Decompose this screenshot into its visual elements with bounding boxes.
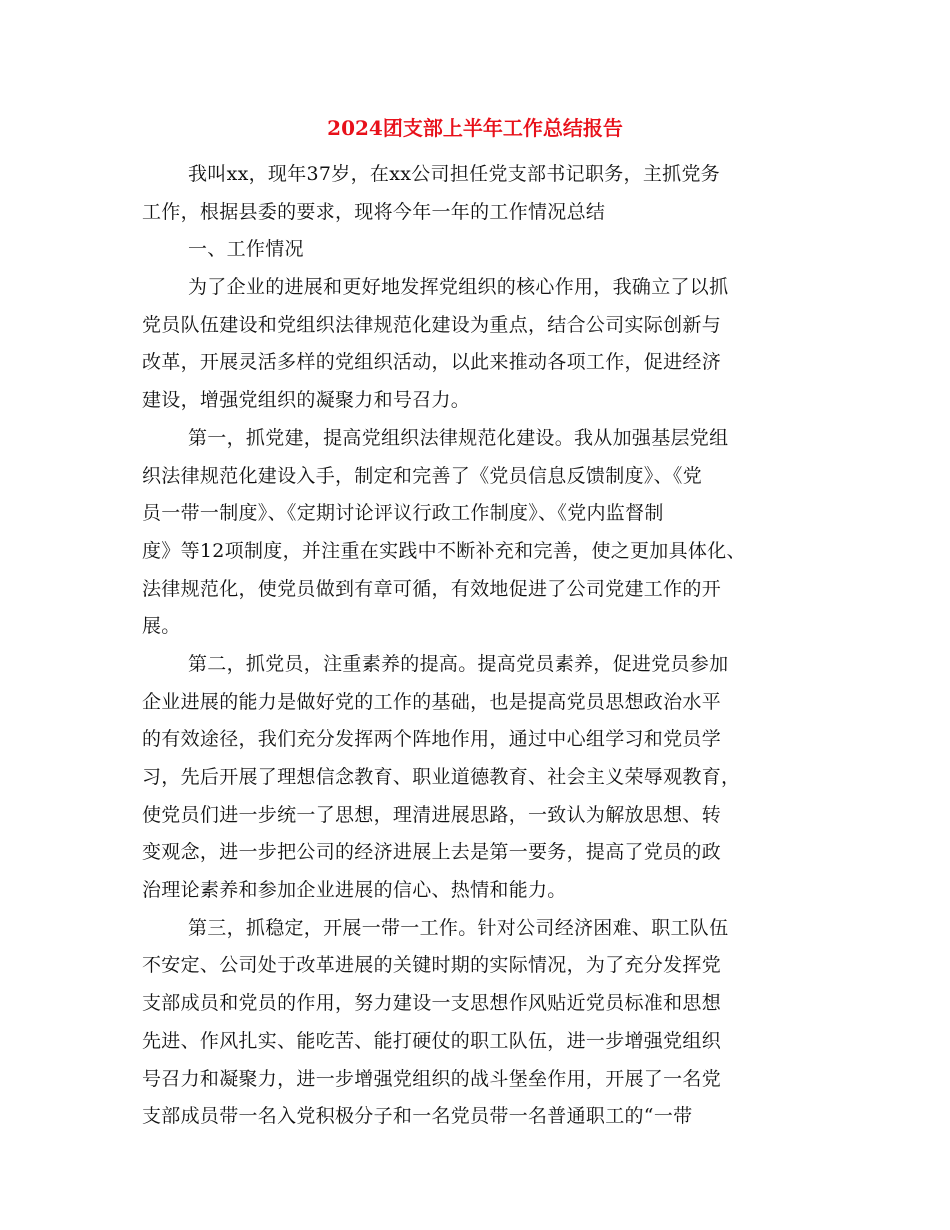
document-body [142, 156, 802, 1136]
text-line: 员一带一制度》、《定期讨论评议行政工作制度》、《党内监督制 [142, 502, 664, 525]
text-line: 第一，抓党建，提高党组织法律规范化建设。我从加强基层党组 [188, 426, 729, 449]
text-line: 习，先后开展了理想信念教育、职业道德教育、社会主义荣辱观教育， [142, 766, 741, 788]
text-line: 建设，增强党组织的凝聚力和号召力。 [142, 389, 471, 412]
text-line: 支部成员带一名入党积极分子和一名党员带一名普通职工的“一带 [142, 1105, 693, 1128]
text-line: 变观念，进一步把公司的经济进展上去是第一要务，提高了党员的政 [142, 841, 722, 864]
text-line: 党员队伍建设和党组织法律规范化建设为重点，结合公司实际创新与 [142, 313, 722, 336]
text-line: 展。 [142, 615, 181, 638]
text-line: 织法律规范化建设入手，制定和完善了《党员信息反馈制度》、《党 [142, 464, 703, 487]
text-line: 支部成员和党员的作用，努力建设一支思想作风贴近党员标准和思想 [142, 992, 722, 1015]
text-line: 企业进展的能力是做好党的工作的基础，也是提高党员思想政治水平 [142, 690, 722, 713]
text-line: 的有效途径，我们充分发挥两个阵地作用，通过中心组学习和党员学 [142, 728, 722, 751]
text-line: 一、工作情况 [188, 238, 304, 261]
text-line: 治理论素养和参加企业进展的信心、热情和能力。 [142, 879, 567, 902]
document-title: 2024团支部上半年工作总结报告 [327, 116, 623, 140]
text-line: 不安定、公司处于改革进展的关键时期的实际情况，为了充分发挥党 [142, 954, 722, 977]
text-line: 使党员们进一步统一了思想，理清进展思路，一致认为解放思想、转 [142, 803, 722, 826]
text-line: 法律规范化，使党员做到有章可循，有效地促进了公司党建工作的开 [142, 577, 722, 600]
text-line: 工作，根据县委的要求，现将今年一年的工作情况总结 [142, 200, 606, 223]
text-line: 为了企业的进展和更好地发挥党组织的核心作用，我确立了以抓 [188, 276, 729, 299]
text-line: 号召力和凝聚力，进一步增强党组织的战斗堡垒作用，开展了一名党 [142, 1067, 722, 1090]
text-line: 先进、作风扎实、能吃苦、能打硬仗的职工队伍，进一步增强党组织 [142, 1029, 722, 1052]
text-line: 第二，抓党员，注重素养的提高。提高党员素养，促进党员参加 [188, 652, 729, 675]
text-line: 度》等12项制度，并注重在实践中不断补充和完善，使之更加具体化、 [142, 539, 746, 562]
text-line: 第三，抓稳定，开展一带一工作。针对公司经济困难、职工队伍 [188, 916, 729, 939]
text-line: 改革，开展灵活多样的党组织活动，以此来推动各项工作，促进经济 [142, 351, 722, 374]
text-line: 我叫xx，现年37岁，在xx公司担任党支部书记职务，主抓党务 [188, 163, 721, 185]
